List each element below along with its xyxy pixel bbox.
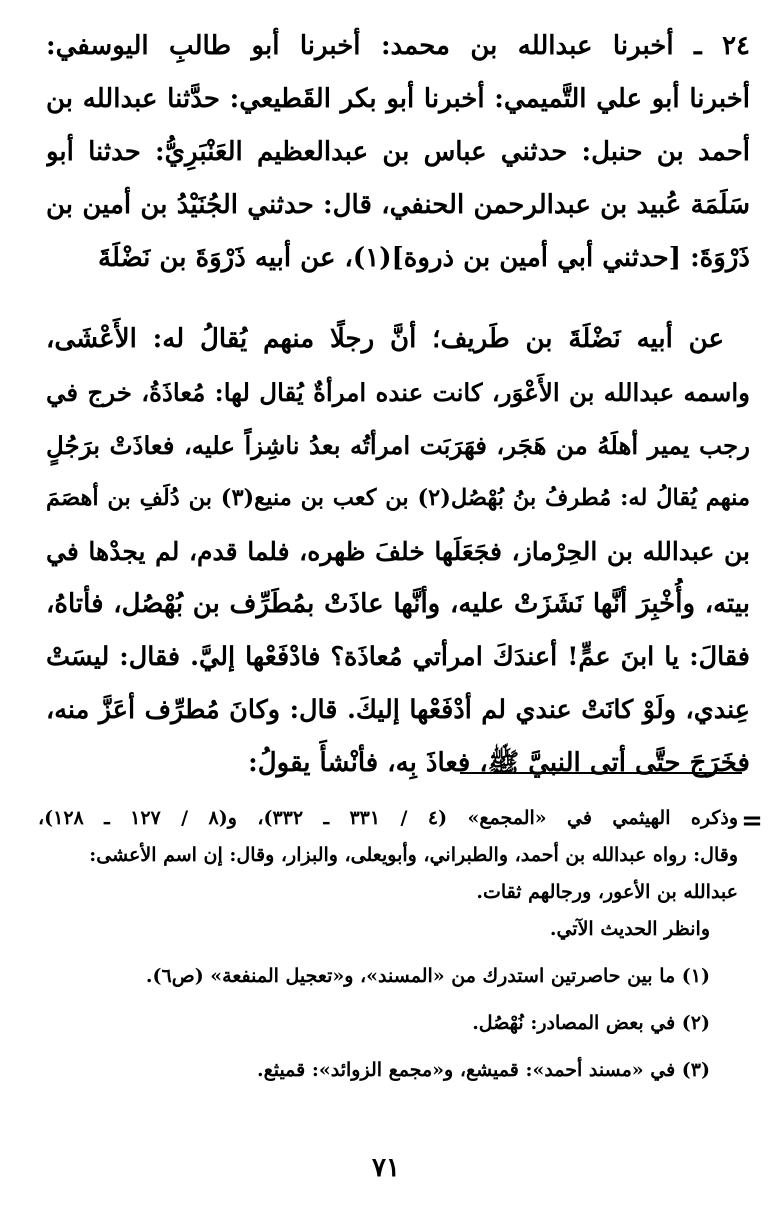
hadith-line: منهم يُقالُ له: مُطرفُ بنُ بُهْصُل(٢) بن كعب بن منيع(٣) بن دُلَفِ بن أهصَمَ (46, 485, 750, 511)
footnote-1: (١) ما بين حاصرتين استدرك من «المسند»، و«تعجيل المنفعة» (ص٦). (145, 965, 710, 987)
hadith-line: رجب يمير أهلَهُ من هَجَر، فهَرَبَت امرأتُه بعدُ ناشِزاً عليه، فعاذَتْ برَجُلٍ (46, 431, 750, 460)
footnote-gap (38, 1042, 738, 1052)
footnote-see-also: وانظر الحديث الآتي. (549, 918, 710, 940)
hadith-line: عن أبيه نَضْلَةَ بن طَريف؛ أنَّ رجلًا منهم يُقالُ له: الأَعْشَى، (46, 324, 724, 354)
hadith-line: ذَرْوَةَ: [حدثني أبي أمين بن ذروة](١)، عن أبيه ذَرْوَةَ بن نَضْلَةَ (98, 243, 750, 273)
hadith-line: سَلَمَة عُبيد بن عبدالرحمن الحنفي، قال: حدثني الجُنَيْدُ بن أمين بن (46, 190, 750, 220)
footnote-line: عبدالله بن الأعور، ورجالهم ثقات. (476, 881, 738, 903)
footnote-separator (460, 772, 742, 774)
footnote-line: وذكره الهيثمي في «المجمع» (٤ / ٣٣١ ـ ٣٣٢)، و(٨ / ١٢٧ ـ ١٢٨)، (38, 807, 738, 829)
footnote-3: (٣) في «مسند أحمد»: قميشع، و«مجمع الزوائد»: قميثع. (256, 1059, 710, 1081)
hadith-line: بن عبدالله بن الحِرْماز، فجَعَلَها خلفَ ظهره، فلما قدم، لم يجدْها في (46, 537, 750, 566)
hadith-line: ٢٤ ـ أخبرنا عبدالله بن محمد: أخبرنا أبو طالبِ اليوسفي: (46, 31, 750, 61)
footnote-gap (38, 948, 738, 958)
continuation-mark: = (741, 806, 763, 836)
hadith-line: عِندي، ولَوْ كانَتْ عندي لم أدْفَعْها إليكَ. قال: وكانَ مُطرِّف أعَزَّ منه، (46, 695, 750, 725)
paragraph-gap (46, 285, 750, 313)
hadith-text (46, 20, 750, 790)
hadith-line: واسمه عبدالله بن الأَعْوَر، كانت عنده امرأةٌ يُقال لها: مُعاذَةُ، خرج في (46, 378, 750, 407)
footnote-2: (٢) في بعض المصادر: نُهْصُل. (472, 1012, 710, 1034)
hadith-line: بيته، وأُخْبِرَ أنَّها نَشَزَتْ عليه، وأنَّها عاذَتْ بمُطَرِّف بن بُهْصُل، فأتاهُ، (46, 589, 750, 619)
hadith-line: أحمد بن حنبل: حدثني عباس بن عبدالعظيم العَنْبَرِيُّ: حدثنا أبو (46, 137, 750, 167)
hadith-line: فخَرَجَ حتَّى أتى النبيَّ ﷺ، فعاذَ بِه، فأنْشأَ يقولُ: (248, 748, 750, 778)
page-number: ٧١ (372, 1153, 400, 1183)
hadith-line: أخبرنا أبو علي التَّميمي: أخبرنا أبو بكر القَطيعي: حدَّثنا عبدالله بن (46, 84, 750, 114)
footnotes (38, 800, 738, 1089)
hadith-line: فقالَ: يا ابنَ عمٍّ! أعندَكَ امرأتي مُعاذَة؟ فادْفَعْها إليَّ. فقال: ليسَتْ (46, 642, 750, 672)
footnote-gap (38, 995, 738, 1005)
footnote-line: وقال: رواه عبدالله بن أحمد، والطبراني، وأبويعلى، والبزار، وقال: إن اسم الأعشى: (89, 844, 738, 866)
